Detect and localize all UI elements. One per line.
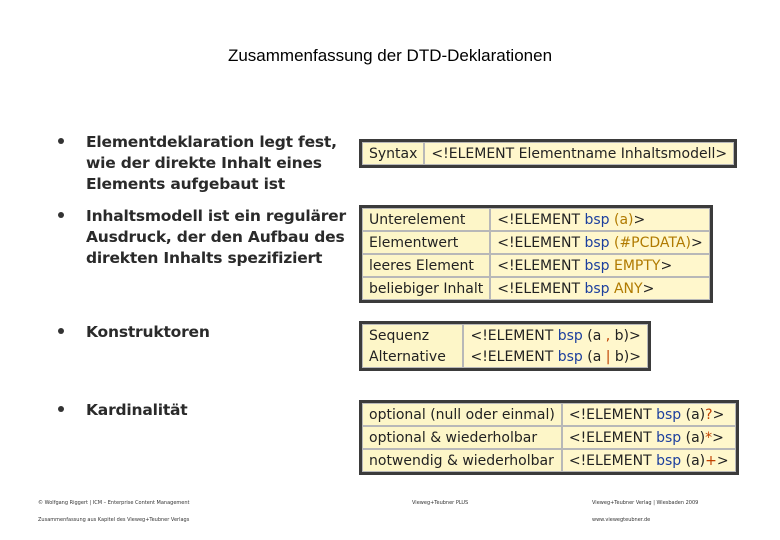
bullet-text: Kardinalität	[86, 401, 188, 419]
table-row	[362, 346, 648, 368]
bullet-elementdeklaration	[58, 132, 348, 195]
row-label: Alternative	[362, 346, 463, 368]
footer-center: Vieweg+Teubner PLUS	[412, 500, 469, 506]
code-keyword: bsp	[656, 429, 686, 446]
row-code	[490, 277, 709, 300]
table-row	[362, 449, 736, 472]
row-label: Sequenz	[362, 324, 463, 346]
footer-copyright: © Wolfgang Riggert | ICM – Enterprise Content Management	[38, 500, 190, 506]
row-code	[490, 254, 709, 277]
code-suffix: >	[690, 234, 703, 251]
bullet-text: Inhaltsmodell ist ein regulärer Ausdruck, der den Aufbau des direkten Inhalts spezifiziert	[86, 207, 346, 267]
code-operator: *	[705, 429, 713, 446]
table-row	[362, 142, 734, 165]
code-suffix: >	[629, 327, 641, 344]
slide-title: Zusammenfassung der DTD-Deklarationen	[227, 46, 553, 65]
code-prefix: <!ELEMENT	[497, 257, 585, 274]
bullet-text: Elementdeklaration legt fest, wie der direkte Inhalt eines Elements aufgebaut ist	[86, 133, 337, 193]
row-code	[463, 324, 648, 346]
row-code	[463, 346, 648, 368]
code-prefix: <!ELEMENT	[568, 452, 657, 469]
bullet-konstruktoren	[58, 322, 348, 343]
code-suffix: >	[712, 429, 724, 446]
code-group: (a)	[685, 429, 706, 446]
code-argument: ANY	[613, 280, 643, 297]
content-model-table	[359, 205, 713, 303]
code-suffix: >	[660, 257, 673, 274]
row-label: leeres Element	[362, 254, 490, 277]
row-label: optional (null oder einmal)	[362, 403, 562, 426]
code-prefix: <!ELEMENT	[497, 211, 585, 228]
row-code	[562, 449, 736, 472]
code-separator: |	[605, 348, 611, 365]
syntax-label: Syntax	[362, 142, 424, 165]
code-prefix: <!ELEMENT	[497, 234, 585, 251]
code-keyword: bsp	[584, 234, 614, 251]
table-row	[362, 403, 736, 426]
footer-website: www.viewegteubner.de	[592, 517, 651, 523]
code-group: (a)	[685, 452, 706, 469]
code-operator: +	[705, 452, 717, 469]
code-suffix: >	[633, 211, 646, 228]
code-keyword: bsp	[656, 406, 686, 423]
code-operator: ?	[705, 406, 713, 423]
code-argument: (#PCDATA)	[613, 234, 691, 251]
table-row	[362, 231, 710, 254]
bullet-dot-icon	[58, 406, 64, 412]
row-label: Elementwert	[362, 231, 490, 254]
footer-publisher: Vieweg+Teubner Verlag | Wiesbaden 2009	[592, 500, 699, 506]
code-keyword: bsp	[557, 348, 588, 365]
code-keyword: bsp	[584, 257, 614, 274]
code-keyword: bsp	[656, 452, 686, 469]
row-code	[490, 231, 709, 254]
code-prefix: <!ELEMENT	[568, 406, 657, 423]
code-prefix: <!ELEMENT	[470, 348, 558, 365]
table-row	[362, 426, 736, 449]
code-operand-b: b)	[610, 327, 629, 344]
code-operand-b: b)	[610, 348, 630, 365]
constructors-table	[359, 321, 651, 371]
row-code	[562, 403, 736, 426]
code-operand-a: (a	[587, 348, 606, 365]
code-suffix: >	[642, 280, 655, 297]
row-label: optional & wiederholbar	[362, 426, 562, 449]
bullet-dot-icon	[58, 328, 64, 334]
code-argument: EMPTY	[613, 257, 661, 274]
code-argument: (a)	[613, 211, 634, 228]
table-row	[362, 324, 648, 346]
code-separator: ,	[605, 327, 611, 344]
row-code	[490, 208, 709, 231]
bullet-dot-icon	[58, 212, 64, 218]
syntax-table	[359, 139, 737, 168]
code-suffix: >	[716, 452, 729, 469]
bullet-inhaltsmodell	[58, 206, 348, 269]
syntax-code: <!ELEMENT Elementname Inhaltsmodell>	[424, 142, 734, 165]
table-row	[362, 254, 710, 277]
code-prefix: <!ELEMENT	[568, 429, 657, 446]
row-code	[562, 426, 736, 449]
footer-source: Zusammenfassung aus Kapitel des Vieweg+Teubner Verlags	[38, 517, 190, 523]
footer-right	[592, 498, 698, 526]
row-label: Unterelement	[362, 208, 490, 231]
code-prefix: <!ELEMENT	[470, 327, 558, 344]
bullet-dot-icon	[58, 138, 64, 144]
code-operand-a: (a	[587, 327, 606, 344]
row-label: beliebiger Inhalt	[362, 277, 490, 300]
cardinality-table	[359, 400, 739, 475]
code-group: (a)	[685, 406, 706, 423]
code-suffix: >	[629, 348, 641, 365]
row-label: notwendig & wiederholbar	[362, 449, 562, 472]
footer-left	[38, 498, 189, 526]
bullet-kardinalitaet	[58, 400, 348, 421]
bullet-text: Konstruktoren	[86, 323, 210, 341]
code-keyword: bsp	[584, 211, 614, 228]
code-keyword: bsp	[584, 280, 614, 297]
table-row	[362, 208, 710, 231]
table-row	[362, 277, 710, 300]
code-keyword: bsp	[557, 327, 588, 344]
code-prefix: <!ELEMENT	[497, 280, 585, 297]
code-suffix: >	[712, 406, 725, 423]
